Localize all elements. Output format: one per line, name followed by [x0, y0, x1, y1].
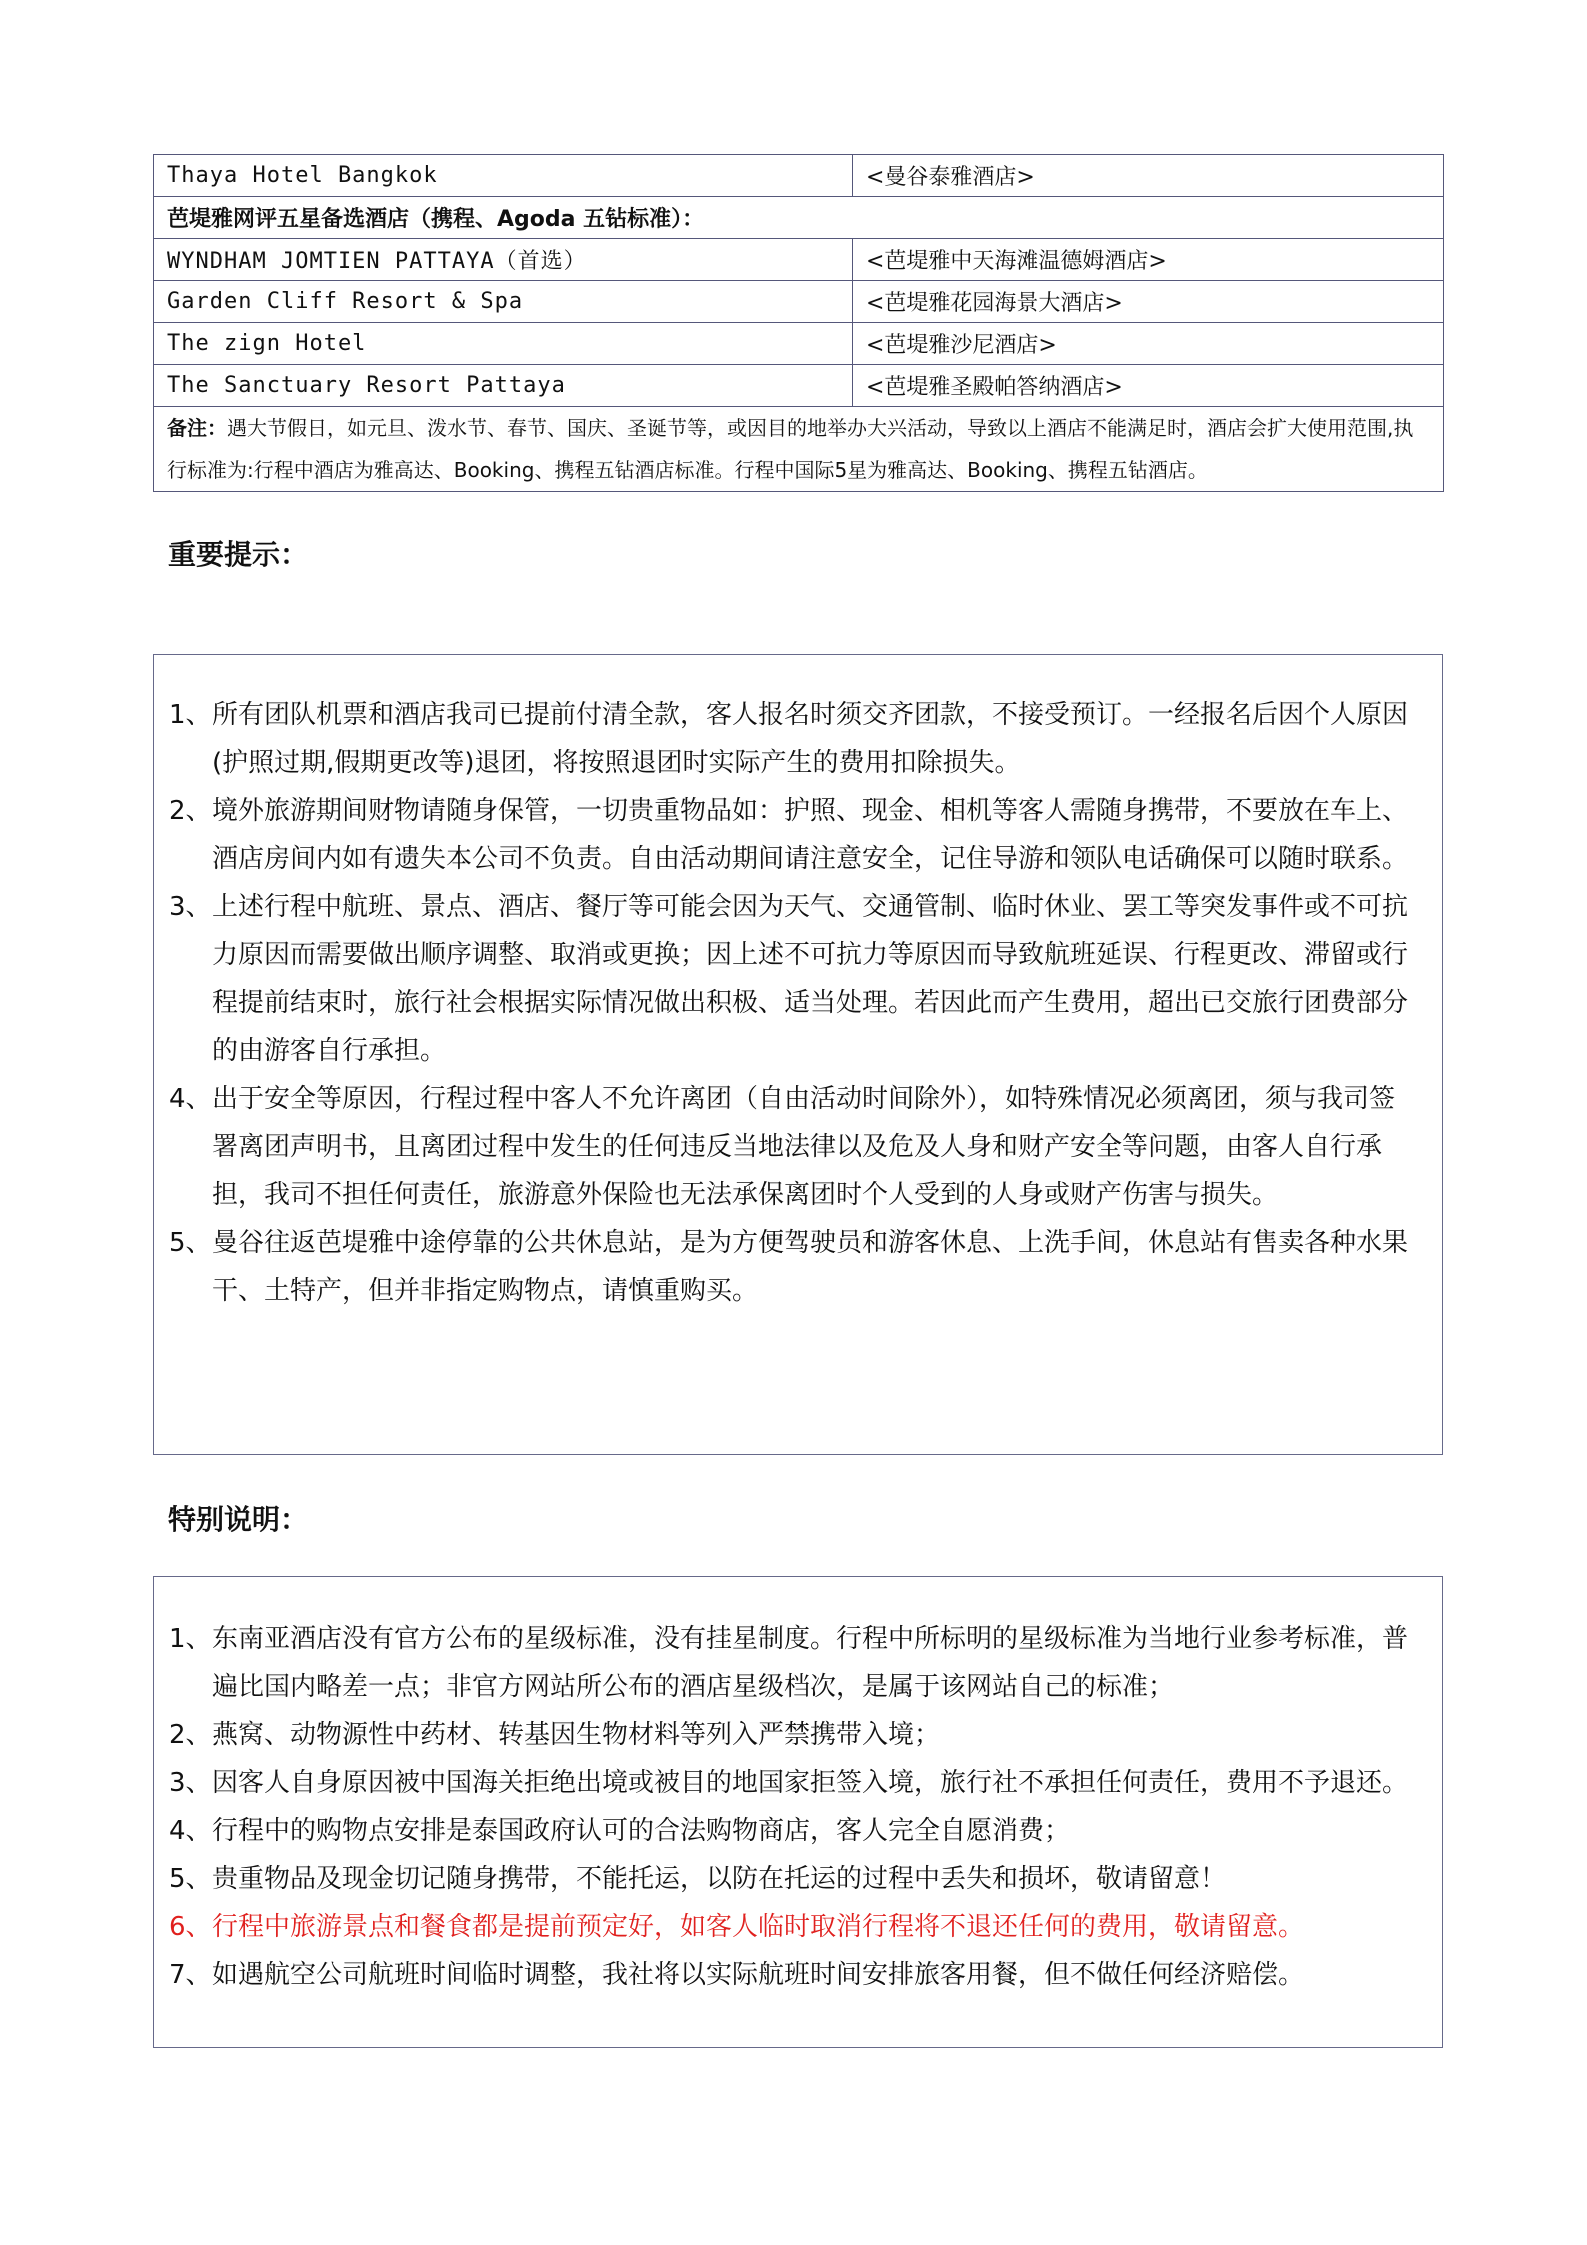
- item-text: 所有团队机票和酒店我司已提前付清全款，客人报名时须交齐团款，不接受预订。一经报名后因个人原因(护照过期,假期更改等)退团，将按照退团时实际产生的费用扣除损失。: [212, 700, 1409, 778]
- hotel-name-en: The Sanctuary Resort Pattaya: [154, 365, 853, 407]
- item-text: 东南亚酒店没有官方公布的星级标准，没有挂星制度。行程中所标明的星级标准为当地行业参考标准，普遍比国内略差一点；非官方网站所公布的酒店星级档次，是属于该网站自己的标准；: [212, 1624, 1409, 1702]
- item-text: 因客人自身原因被中国海关拒绝出境或被目的地国家拒签入境，旅行社不承担任何责任，费用不予退还。: [212, 1768, 1409, 1798]
- item-number: 4、: [169, 1816, 212, 1846]
- list-item: [169, 1759, 1420, 1807]
- item-text: 燕窝、动物源性中药材、转基因生物材料等列入严禁携带入境；: [212, 1720, 941, 1750]
- special-heading: 特别说明：: [168, 1503, 309, 1536]
- important-heading: 重要提示：: [168, 538, 309, 571]
- section-title: 芭堤雅网评五星备选酒店（携程、Agoda 五钻标准）：: [154, 197, 1444, 239]
- list-item: [169, 1951, 1420, 1999]
- list-item: [169, 1855, 1420, 1903]
- table-row: [154, 323, 1444, 365]
- item-number: 3、: [169, 1768, 212, 1798]
- note-text: 遇大节假日，如元旦、泼水节、春节、国庆、圣诞节等，或因目的地举办大兴活动，导致以上酒店不能满足时，酒店会扩大使用范围,执行标准为:行程中酒店为雅高达、Booking、携程五钻酒店标准。行程中国际5星为雅高达、Booking、携程五钻酒店。: [167, 416, 1414, 482]
- table-row: [154, 281, 1444, 323]
- table-note: [154, 407, 1444, 492]
- table-note-row: [154, 407, 1444, 492]
- list-item: [169, 1615, 1420, 1711]
- list-item: [169, 1711, 1420, 1759]
- list-item: [169, 1075, 1420, 1219]
- hotel-name-cn: <曼谷泰雅酒店>: [853, 155, 1444, 197]
- item-text: 境外旅游期间财物请随身保管，一切贵重物品如：护照、现金、相机等客人需随身携带，不要放在车上、酒店房间内如有遗失本公司不负责。自由活动期间请注意安全，记住导游和领队电话确保可以随时联系。: [212, 796, 1409, 874]
- item-number: 5、: [169, 1228, 212, 1258]
- item-number: 5、: [169, 1864, 212, 1894]
- item-number: 6、: [169, 1912, 212, 1942]
- hotel-name-en: The zign Hotel: [154, 323, 853, 365]
- hotel-name-cn: <芭堤雅中天海滩温德姆酒店>: [853, 239, 1444, 281]
- hotel-name-en: WYNDHAM JOMTIEN PATTAYA（首选）: [154, 239, 853, 281]
- item-number: 4、: [169, 1084, 212, 1114]
- highlighted-list-item: [169, 1903, 1420, 1951]
- item-text: 行程中旅游景点和餐食都是提前预定好，如客人临时取消行程将不退还任何的费用，敬请留意。: [212, 1912, 1305, 1942]
- item-text: 曼谷往返芭堤雅中途停靠的公共休息站，是为方便驾驶员和游客休息、上洗手间，休息站有售卖各种水果干、土特产，但并非指定购物点，请慎重购买。: [212, 1228, 1409, 1306]
- hotel-table: [153, 154, 1444, 492]
- item-number: 2、: [169, 796, 212, 826]
- important-notes-box: [153, 654, 1443, 1455]
- hotel-name-cn: <芭堤雅沙尼酒店>: [853, 323, 1444, 365]
- hotel-name-cn: <芭堤雅圣殿帕答纳酒店>: [853, 365, 1444, 407]
- hotel-name-cn: <芭堤雅花园海景大酒店>: [853, 281, 1444, 323]
- item-number: 2、: [169, 1720, 212, 1750]
- item-text: 上述行程中航班、景点、酒店、餐厅等可能会因为天气、交通管制、临时休业、罢工等突发事件或不可抗力原因而需要做出顺序调整、取消或更换；因上述不可抗力等原因而导致航班延误、行程更改、滞留或行程提前结束时，旅行社会根据实际情况做出积极、适当处理。若因此而产生费用，超出已交旅行团费部分的由游客自行承担。: [212, 892, 1409, 1066]
- list-item: [169, 883, 1420, 1075]
- table-section-row: [154, 197, 1444, 239]
- hotel-name-en: Garden Cliff Resort & Spa: [154, 281, 853, 323]
- table-row: [154, 239, 1444, 281]
- item-text: 行程中的购物点安排是泰国政府认可的合法购物商店，客人完全自愿消费；: [212, 1816, 1071, 1846]
- table-row: [154, 155, 1444, 197]
- special-notes-box: [153, 1576, 1443, 2048]
- note-label: 备注：: [167, 416, 227, 440]
- item-number: 7、: [169, 1960, 212, 1990]
- item-text: 贵重物品及现金切记随身携带，不能托运，以防在托运的过程中丢失和损坏，敬请留意！: [212, 1864, 1227, 1894]
- item-text: 出于安全等原因，行程过程中客人不允许离团（自由活动时间除外），如特殊情况必须离团，须与我司签署离团声明书，且离团过程中发生的任何违反当地法律以及危及人身和财产安全等问题，由客人自行承担，我司不担任何责任，旅游意外保险也无法承保离团时个人受到的人身或财产伤害与损失。: [212, 1084, 1396, 1210]
- table-row: [154, 365, 1444, 407]
- list-item: [169, 1219, 1420, 1315]
- list-item: [169, 1807, 1420, 1855]
- item-number: 1、: [169, 1624, 212, 1654]
- item-number: 3、: [169, 892, 212, 922]
- item-number: 1、: [169, 700, 212, 730]
- item-text: 如遇航空公司航班时间临时调整，我社将以实际航班时间安排旅客用餐，但不做任何经济赔偿。: [212, 1960, 1305, 1990]
- list-item: [169, 787, 1420, 883]
- list-item: [169, 691, 1420, 787]
- hotel-name-en: Thaya Hotel Bangkok: [154, 155, 853, 197]
- document-page: [153, 154, 1443, 2048]
